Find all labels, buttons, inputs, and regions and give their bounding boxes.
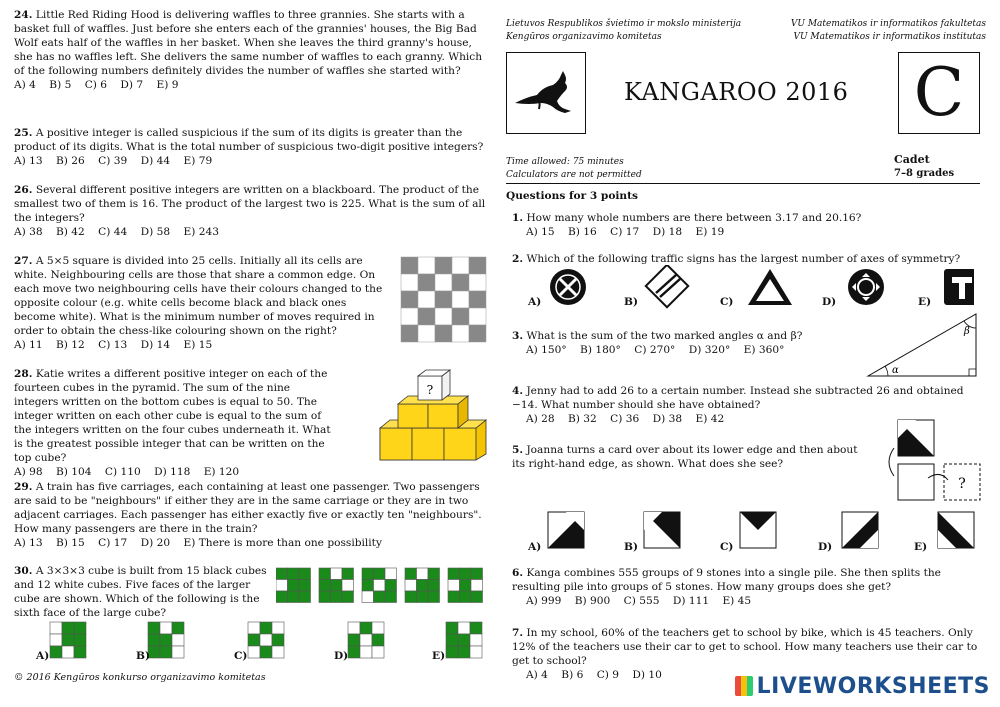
chess-cell [418, 308, 435, 325]
answer-26-a[interactable]: A) 38 [14, 226, 43, 238]
cube-face-cell [471, 580, 483, 592]
cube-face-cell [342, 568, 354, 580]
answer-4-e[interactable]: E) 42 [695, 413, 725, 425]
liveworksheets-brand[interactable] [735, 674, 990, 699]
answer-29-c[interactable]: C) 17 [98, 537, 128, 549]
page-title: KANGAROO 2016 [624, 78, 849, 106]
cube-face-cell [288, 568, 300, 580]
cube-face-cell [319, 568, 331, 580]
answer-4-c[interactable]: C) 36 [610, 413, 640, 425]
chess-cell [469, 274, 486, 291]
question-6: 6. Kanga combines 555 groups of 9 stones into a single pile. She then splits the resulting pile into groups of 5 stones. How many groups does she get? A) 999 B) 900 C) 555 D) 111 E) 45 [512, 566, 980, 608]
answer-29-a[interactable]: A) 13 [14, 537, 43, 549]
cube-face-cell [348, 646, 360, 658]
cube-face-cell [348, 634, 360, 646]
answer-28-e[interactable]: E) 120 [203, 466, 240, 478]
answer-4-d[interactable]: D) 38 [652, 413, 683, 425]
cube-face-cell [288, 580, 300, 592]
chessboard-figure [400, 256, 490, 346]
q30-option-c[interactable]: C) [234, 650, 248, 662]
question-7: 7. In my school, 60% of the teachers get to school by bike, which is 45 teachers. Only 12% of the teachers use their car to get to school. How many teachers use their car to get to school? A) 4 B) 6 C) 9 D) 10 [512, 626, 980, 682]
answer-28-b[interactable]: B) 104 [56, 466, 92, 478]
cube-face-cell [319, 580, 331, 592]
answer-25-b[interactable]: B) 26 [56, 155, 85, 167]
liveworksheets-logo-icon [735, 676, 753, 696]
question-30: 30. A 3×3×3 cube is built from 15 black cubes and 12 white cubes. Five faces of the larger cube are shown. Which of the following is the sixth face of the large cube? [14, 565, 267, 619]
cube-face-cell [160, 622, 172, 634]
answers-26 [14, 225, 488, 239]
answer-3-d[interactable]: D) 320° [688, 344, 731, 356]
cube-face-cell [417, 580, 429, 592]
kangaroo-logo [507, 53, 585, 133]
question-5: 5. Joanna turns a card over about its lower edge and then about its right-hand edge, as shown. What does she see? [512, 444, 858, 470]
q5-option-c[interactable]: C) [720, 541, 734, 553]
cube-face-cell [288, 591, 300, 603]
q5-option-e[interactable]: E) [914, 541, 928, 553]
header-divider [506, 183, 980, 184]
cube-face-cell [405, 580, 417, 592]
cube-face-cell [148, 622, 160, 634]
q30-option-a[interactable]: A) [36, 650, 50, 662]
answer-1-c[interactable]: C) 17 [610, 226, 640, 238]
answer-26-e[interactable]: E) 243 [183, 226, 219, 238]
cube-face-cell [248, 622, 260, 634]
chess-cell [469, 308, 486, 325]
answer-27-e[interactable]: E) 15 [183, 339, 213, 351]
cube-face-cell [360, 634, 372, 646]
cube-face-cell [248, 646, 260, 658]
time-allowed: Time allowed: 75 minutes [506, 157, 624, 167]
cube-face-cell [172, 634, 184, 646]
chess-cell [469, 325, 486, 342]
cube-face-cell [470, 622, 482, 634]
answer-27-d[interactable]: D) 14 [140, 339, 171, 351]
card-flip-figure [880, 418, 986, 502]
cube-face-cell [62, 622, 74, 634]
cube-face-cell [260, 622, 272, 634]
cube-face-cell [448, 591, 460, 603]
answer-6-c[interactable]: C) 555 [623, 595, 660, 607]
chess-cell [452, 257, 469, 274]
answer-25-e[interactable]: E) 79 [183, 155, 213, 167]
cube-face-cell [428, 568, 440, 580]
cube-face-cell [299, 591, 311, 603]
chess-cell [435, 257, 452, 274]
answer-28-c[interactable]: C) 110 [104, 466, 141, 478]
chess-cell [435, 274, 452, 291]
cube-face-cell [458, 634, 470, 646]
cube-face-cell [460, 580, 472, 592]
cube-face-cell [160, 634, 172, 646]
q2-option-c[interactable]: C) [720, 296, 734, 308]
chess-cell [435, 325, 452, 342]
chess-cell [401, 274, 418, 291]
card-question-mark: ? [958, 476, 966, 492]
cube-face-cell [276, 580, 288, 592]
answer-28-a[interactable]: A) 98 [14, 466, 43, 478]
cube-face-cell [248, 634, 260, 646]
cube-face-cell [74, 622, 86, 634]
cube-face-cell [299, 580, 311, 592]
answer-7-d[interactable]: D) 10 [632, 669, 662, 681]
chess-cell [469, 291, 486, 308]
cube-face-cell [458, 622, 470, 634]
question-4: 4. Jenny had to add 26 to a certain number. Instead she subtracted 26 and obtained −14. What number should she have obtained? A) 28 B) 32 C) 36 D) 38 E) 42 [512, 384, 980, 426]
cube-face-cell [362, 568, 374, 580]
sign-b-icon [646, 265, 688, 307]
cube-face-cell [299, 568, 311, 580]
chess-cell [452, 325, 469, 342]
cube-face-cell [331, 580, 343, 592]
cube-face-cell [260, 646, 272, 658]
answer-7-b[interactable]: B) 6 [561, 669, 584, 681]
answer-3-b[interactable]: B) 180° [580, 344, 621, 356]
chess-cell [435, 308, 452, 325]
sign-a-icon [550, 269, 586, 305]
cube-face-cell [272, 622, 284, 634]
answer-6-b[interactable]: B) 900 [574, 595, 611, 607]
question-28: 28. Katie writes a different positive integer on each of the fourteen cubes in the pyramid. The sum of the nine integers written on the bottom cubes is equal to 50. The integer written on each other cube is equal to the sum of the integers written on the four cubes underneath it. What is the greatest possible integer that can be written on the top cube? A) 98 B) 104 C) 110 D) 118 E) 120 [14, 367, 336, 479]
cube-face-cell [460, 591, 472, 603]
cube-face-cell [272, 634, 284, 646]
cube-face-cell [372, 646, 384, 658]
cube-face-cell [372, 634, 384, 646]
cube-face-cell [50, 622, 62, 634]
cube-face-cell [428, 591, 440, 603]
answers-27 [14, 338, 390, 352]
answer-24-e[interactable]: E) 9 [156, 79, 179, 91]
cube-face-cell [428, 580, 440, 592]
cube-face-cell [172, 622, 184, 634]
cube-face-cell [360, 646, 372, 658]
cube-face-cell [172, 646, 184, 658]
cube-face-cell [160, 646, 172, 658]
answer-26-d[interactable]: D) 58 [140, 226, 171, 238]
q5-option-d[interactable]: D) [818, 541, 833, 553]
cube-face-cell [342, 591, 354, 603]
chess-cell [418, 291, 435, 308]
answer-1-a[interactable]: A) 15 [526, 226, 555, 238]
chess-cell [452, 274, 469, 291]
cube-face-cell [260, 634, 272, 646]
chess-cell [469, 257, 486, 274]
q30-option-b[interactable]: B) [136, 650, 150, 662]
answer-3-e[interactable]: E) 360° [743, 344, 785, 356]
card-option-b-icon [644, 512, 680, 548]
question-1: 1. How many whole numbers are there between 3.17 and 20.16? A) 15 B) 16 C) 17 D) 18 E) 19 [512, 211, 980, 239]
cube-face-cell [385, 580, 397, 592]
header-faculty: VU Matematikos ir informatikos fakultetas [790, 19, 986, 29]
level-box [898, 52, 980, 134]
cube-face-cell [374, 591, 386, 603]
cube-face-cell [385, 591, 397, 603]
grades-label: 7–8 grades [894, 168, 955, 179]
cube-face-cell [74, 646, 86, 658]
answer-4-a[interactable]: A) 28 [526, 413, 555, 425]
answer-28-d[interactable]: D) 118 [154, 466, 191, 478]
answer-27-b[interactable]: B) 12 [56, 339, 85, 351]
footer-copyright: © 2016 Kengūros konkurso organizavimo komitetas [14, 672, 266, 683]
answers-6 [512, 594, 980, 608]
cube-face-cell [319, 591, 331, 603]
cube-face-cell [446, 622, 458, 634]
cube-face-cell [276, 591, 288, 603]
answer-26-b[interactable]: B) 42 [56, 226, 85, 238]
q2-option-b[interactable]: B) [624, 296, 638, 308]
kangaroo-logo-box [506, 52, 586, 134]
chess-cell [401, 325, 418, 342]
answers-1 [512, 225, 980, 239]
cube-face-cell [362, 580, 374, 592]
question-26: 26. Several different positive integers are written on a blackboard. The product of the smallest two of them is 16. The product of the largest two is 225. What is the sum of all the integers? A) 38 B) 42 C) 44 D) 58 E) 243 [14, 183, 488, 239]
answer-3-c[interactable]: C) 270° [634, 344, 676, 356]
card-option-e-icon [938, 512, 974, 548]
cube-pyramid-figure [378, 368, 488, 462]
chess-cell [401, 291, 418, 308]
chess-cell [418, 325, 435, 342]
chess-cell [418, 257, 435, 274]
cube-face-cell [470, 634, 482, 646]
cube-face-cell [331, 568, 343, 580]
question-2: 2. Which of the following traffic signs has the largest number of axes of symmetry? [512, 253, 961, 265]
answer-24-d[interactable]: D) 7 [120, 79, 144, 91]
answer-7-c[interactable]: C) 9 [596, 669, 620, 681]
chess-cell [401, 257, 418, 274]
cube-face-cell [74, 634, 86, 646]
calculator-note: Calculators are not permitted [506, 170, 642, 180]
header-ministry: Lietuvos Respublikos švietimo ir mokslo ministerija [506, 19, 742, 29]
answer-27-c[interactable]: C) 13 [98, 339, 128, 351]
cube-face-cell [470, 646, 482, 658]
cube-face-cell [372, 622, 384, 634]
answer-29-e[interactable]: E) There is more than one possibility [183, 537, 382, 549]
cube-face-cell [448, 580, 460, 592]
cube-face-cell [374, 580, 386, 592]
question-3: 3. What is the sum of the two marked angles α and β? A) 150° B) 180° C) 270° D) 320° E) 360° [512, 329, 892, 357]
answer-1-b[interactable]: B) 16 [568, 226, 597, 238]
chess-cell [401, 308, 418, 325]
question-24: 24. Little Red Riding Hood is delivering waffles to three grannies. She starts with a basket full of waffles. Just before she enters each of the grannies' houses, the Big Bad Wolf eats half of the waffles in her basket. When she leaves the third granny's house, she has no waffles left. She delivers the same number of waffles to each granny. Which of the following numbers definitely divides the number of waffles she started with? A) 4 B) 5 C) 6 D) 7 E) 9 [14, 8, 488, 92]
question-27: 27. A 5×5 square is divided into 25 cells. Initially all its cells are white. Neighbouring cells are those that share a common edge. On each move two neighbouring cells have their colours changed to the opposite colour (e.g. white cells become black and black ones become white). What is the minimum number of moves required in order to obtain the chess-like colouring shown on the right? A) 11 B) 12 C) 13 D) 14 E) 15 [14, 254, 390, 352]
answers-28 [14, 465, 336, 479]
cube-face-cell [405, 568, 417, 580]
traffic-signs-figure [524, 265, 974, 311]
cube-face-cell [374, 568, 386, 580]
cube-face-cell [417, 591, 429, 603]
cube-face-cell [471, 568, 483, 580]
cube-face-cell [446, 646, 458, 658]
chess-cell [418, 274, 435, 291]
q30-option-d[interactable]: D) [334, 650, 349, 662]
answer-24-a[interactable]: A) 4 [14, 79, 36, 91]
chess-cell [452, 291, 469, 308]
answer-3-a[interactable]: A) 150° [526, 344, 567, 356]
answer-6-e[interactable]: E) 45 [722, 595, 752, 607]
answer-7-a[interactable]: A) 4 [526, 669, 548, 681]
cube-face-cell [446, 634, 458, 646]
category-label: Cadet [894, 153, 930, 166]
answer-25-c[interactable]: C) 39 [98, 155, 128, 167]
angle-beta-label: β [964, 326, 970, 337]
q30-option-e[interactable]: E) [432, 650, 446, 662]
cube-face-cell [471, 591, 483, 603]
q5-option-a[interactable]: A) [528, 541, 542, 553]
card-option-d-icon [842, 512, 878, 548]
q2-option-d[interactable]: D) [822, 296, 837, 308]
sign-c-icon [748, 269, 792, 305]
cube-face-cell [458, 646, 470, 658]
cube-face-cell [331, 591, 343, 603]
level-letter: C [913, 54, 965, 131]
header-institute: VU Matematikos ir informatikos institutas [793, 32, 986, 42]
answer-6-d[interactable]: D) 111 [672, 595, 710, 607]
answers-3 [512, 343, 892, 357]
cube-face-options [34, 620, 490, 666]
angle-alpha-label: α [892, 365, 899, 376]
answers-25 [14, 154, 488, 168]
answers-24 [14, 78, 488, 92]
cube-face-cell [50, 634, 62, 646]
section-title: Questions for 3 points [506, 190, 638, 202]
header-committee: Kengūros organizavimo komitetas [506, 32, 662, 42]
card-option-a-icon [548, 512, 584, 548]
cube-face-cell [62, 634, 74, 646]
cube-face-cell [460, 568, 472, 580]
cube-face-cell [448, 568, 460, 580]
cube-face-cell [276, 568, 288, 580]
cube-faces-figure [276, 566, 488, 606]
card-options-figure [520, 508, 980, 554]
answer-24-b[interactable]: B) 5 [49, 79, 72, 91]
answer-29-d[interactable]: D) 20 [140, 537, 171, 549]
answer-27-a[interactable]: A) 11 [14, 339, 43, 351]
question-25: 25. A positive integer is called suspicious if the sum of its digits is greater than the product of its digits. What is the total number of suspicious two-digit positive integers? A) 13 B) 26 C) 39 D) 44 E) 79 [14, 126, 488, 168]
answer-29-b[interactable]: B) 15 [56, 537, 85, 549]
cube-face-cell [348, 622, 360, 634]
cube-face-cell [272, 646, 284, 658]
triangle-angles-figure [864, 310, 984, 380]
cube-face-cell [385, 568, 397, 580]
q2-option-a[interactable]: A) [528, 296, 542, 308]
cube-face-cell [417, 568, 429, 580]
cube-face-cell [360, 622, 372, 634]
answer-6-a[interactable]: A) 999 [526, 595, 562, 607]
pyramid-question-mark: ? [426, 383, 434, 397]
q2-option-e[interactable]: E) [918, 296, 932, 308]
q5-option-b[interactable]: B) [624, 541, 638, 553]
card-option-c-icon [740, 512, 776, 548]
answers-29 [14, 536, 488, 550]
answer-4-b[interactable]: B) 32 [568, 413, 597, 425]
cube-face-cell [62, 646, 74, 658]
cube-face-cell [148, 634, 160, 646]
brand-text: LIVEWORKSHEETS [756, 674, 990, 699]
cube-face-cell [362, 591, 374, 603]
answer-24-c[interactable]: C) 6 [84, 79, 108, 91]
answer-25-a[interactable]: A) 13 [14, 155, 43, 167]
chess-cell [452, 308, 469, 325]
answer-1-d[interactable]: D) 18 [652, 226, 683, 238]
sign-e-icon [944, 269, 974, 305]
cube-face-cell [50, 646, 62, 658]
answer-26-c[interactable]: C) 44 [98, 226, 128, 238]
cube-face-cell [405, 591, 417, 603]
question-29: 29. A train has five carriages, each containing at least one passenger. Two passengers are said to be "neighbours" if either they are in the same carriage or they are in two adjacent carriages. Each passenger has either exactly five or exactly ten "neighbours". How many passengers are there in the train? A) 13 B) 15 C) 17 D) 20 E) There is more than one possibility [14, 480, 488, 550]
cube-face-cell [342, 580, 354, 592]
sign-d-icon [848, 269, 884, 305]
answer-1-e[interactable]: E) 19 [695, 226, 725, 238]
answer-25-d[interactable]: D) 44 [140, 155, 171, 167]
chess-cell [435, 291, 452, 308]
